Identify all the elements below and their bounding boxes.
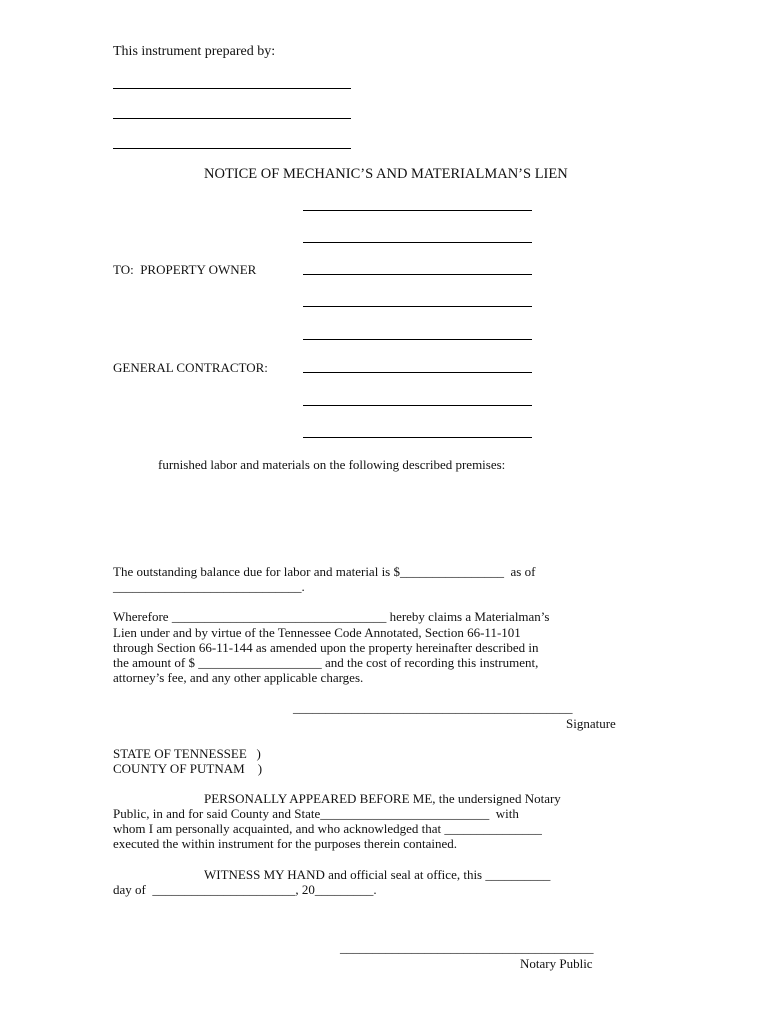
claimant-line-2[interactable] bbox=[303, 242, 532, 243]
owner-line-1[interactable] bbox=[303, 274, 532, 275]
contractor-line-1[interactable] bbox=[303, 372, 532, 373]
notary-signature-line[interactable]: _______________________________________ bbox=[340, 940, 594, 955]
preparer-line-2[interactable] bbox=[113, 118, 351, 119]
contractor-line-3[interactable] bbox=[303, 437, 532, 438]
signature-label: Signature bbox=[566, 716, 616, 731]
claimant-line-1[interactable] bbox=[303, 210, 532, 211]
wherefore-line-4: the amount of $ ___________________ and the cost of recording this instrument, bbox=[113, 655, 539, 670]
wherefore-line-5: attorney’s fee, and any other applicable charges. bbox=[113, 670, 364, 685]
furnished-text: furnished labor and materials on the following described premises: bbox=[158, 457, 506, 472]
appeared-line-1: PERSONALLY APPEARED BEFORE ME, the undersigned Notary bbox=[204, 791, 561, 806]
appeared-line-4: executed the within instrument for the purposes therein contained. bbox=[113, 836, 458, 851]
appeared-line-3: whom I am personally acquainted, and who acknowledged that _______________ bbox=[113, 821, 542, 836]
state-venue: STATE OF TENNESSEE ) bbox=[113, 746, 261, 761]
prepared-by-label: This instrument prepared by: bbox=[113, 44, 276, 59]
balance-line-1: The outstanding balance due for labor and material is $________________ as of bbox=[113, 564, 536, 579]
wherefore-line-1: Wherefore _________________________________ hereby claims a Materialman’s bbox=[113, 609, 550, 624]
appeared-line-2: Public, in and for said County and State__________________________ with bbox=[113, 806, 519, 821]
notary-public-label: Notary Public bbox=[520, 956, 593, 971]
document-title: NOTICE OF MECHANIC’S AND MATERIALMAN’S LIEN bbox=[204, 166, 568, 182]
preparer-line-1[interactable] bbox=[113, 88, 351, 89]
owner-line-3[interactable] bbox=[303, 339, 532, 340]
wherefore-line-3: through Section 66-11-144 as amended upon the property hereinafter described in bbox=[113, 640, 539, 655]
wherefore-line-2: Lien under and by virtue of the Tennessee Code Annotated, Section 66-11-101 bbox=[113, 625, 521, 640]
county-venue: COUNTY OF PUTNAM ) bbox=[113, 761, 263, 776]
to-property-owner-label: TO: PROPERTY OWNER bbox=[113, 262, 257, 277]
owner-line-2[interactable] bbox=[303, 306, 532, 307]
signature-line[interactable]: ___________________________________________ bbox=[293, 700, 573, 715]
balance-line-2: _____________________________. bbox=[113, 579, 305, 594]
preparer-line-3[interactable] bbox=[113, 148, 351, 149]
witness-line-1: WITNESS MY HAND and official seal at office, this __________ bbox=[204, 867, 551, 882]
witness-line-2: day of ______________________, 20_________. bbox=[113, 882, 377, 897]
contractor-line-2[interactable] bbox=[303, 405, 532, 406]
general-contractor-label: GENERAL CONTRACTOR: bbox=[113, 360, 268, 375]
